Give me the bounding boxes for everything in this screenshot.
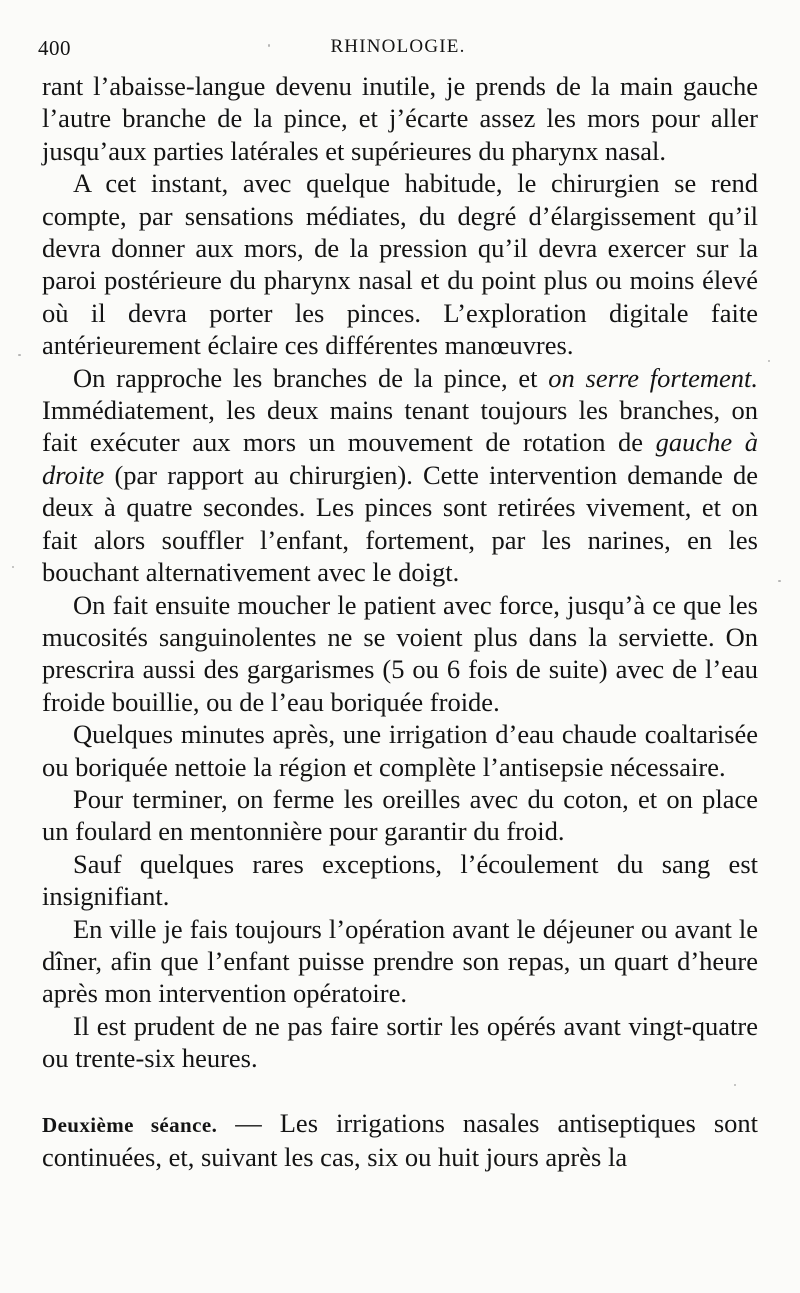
italic-phrase: on serre fortement.	[548, 362, 758, 393]
paragraph	[42, 362, 758, 589]
print-speck	[734, 1084, 736, 1086]
print-speck	[12, 566, 14, 568]
paragraph	[42, 70, 758, 167]
paragraph	[42, 167, 758, 361]
print-speck	[18, 354, 21, 356]
text-run: Immédiatement, les deux mains tenant toujours les branches, on fait exécuter aux mors un mouvement de rotation de	[42, 395, 758, 458]
paragraph	[42, 589, 758, 719]
text-run: On fait ensuite moucher le patient avec force, jusqu’à ce que les mucosités sanguinolentes ne se voient plus dans la serviette. On prescrira aussi des gargarismes (5 ou 6 fois de suite) avec de l’eau froide bouillie, ou de l’eau boriquée froide.	[42, 589, 758, 717]
text-run: Pour terminer, on ferme les oreilles avec du coton, et on place un foulard en mentonnière pour garantir du froid.	[42, 783, 758, 847]
print-speck	[778, 580, 781, 582]
text-run: (par rapport au chirurgien). Cette intervention demande de deux à quatre secondes. Les pinces sont retirées vivement, et on fait alors souffler l’enfant, fortement, par les narines, en les bouchant alternativement avec le doigt.	[42, 459, 758, 588]
text-run: A cet instant, avec quelque habitude, le chirurgien se rend compte, par sensations médiates, du degré d’élargissement qu’il devra donner aux mors, de la pression qu’il devra exercer sur la paroi postérieure du pharynx nasal et du point plus ou moins élevé où il devra porter les pinces. L’exploration digitale faite antérieurement éclaire ces différentes manœuvres.	[42, 168, 758, 361]
section-run-in-heading: Deuxième séance.	[42, 1112, 218, 1137]
text-run: Quelques minutes après, une irrigation d’eau chaude coaltarisée ou boriquée nettoie la région et complète l’antisepsie nécessaire.	[42, 719, 758, 782]
paragraph	[42, 848, 758, 913]
body-text	[42, 70, 758, 1173]
text-run: Il est prudent de ne pas faire sortir les opérés avant vingt-quatre ou trente-six heures.	[42, 1010, 758, 1074]
print-speck	[768, 360, 770, 362]
paragraph	[42, 718, 758, 783]
text-run: rant l’abaisse-langue devenu inutile, je prends de la main gauche l’autre branche de la pince, et j’écarte assez les mors pour aller jusqu’aux parties latérales et supérieures du pharynx nasal.	[42, 71, 758, 166]
print-speck	[268, 44, 270, 47]
text-run: — Les irrigations nasales antiseptiques sont continuées, et, suivant les cas, six ou huit jours après la	[42, 1107, 758, 1172]
running-title: RHINOLOGIE.	[330, 36, 466, 57]
paragraph	[42, 1107, 758, 1174]
text-run: Sauf quelques rares exceptions, l’écoulement du sang est insignifiant.	[42, 848, 758, 912]
italic-phrase: gauche à droite	[42, 427, 758, 490]
paragraph	[42, 783, 758, 848]
page-number: 400	[38, 36, 71, 60]
text-run: On rapproche les branches de la pince, et	[73, 362, 549, 393]
paragraph	[42, 913, 758, 1010]
paragraph	[42, 1010, 758, 1075]
running-head	[38, 36, 758, 66]
text-run: En ville je fais toujours l’opération avant le déjeuner ou avant le dîner, afin que l’enfant puisse prendre son repas, un quart d’heure après mon intervention opératoire.	[42, 913, 758, 1009]
